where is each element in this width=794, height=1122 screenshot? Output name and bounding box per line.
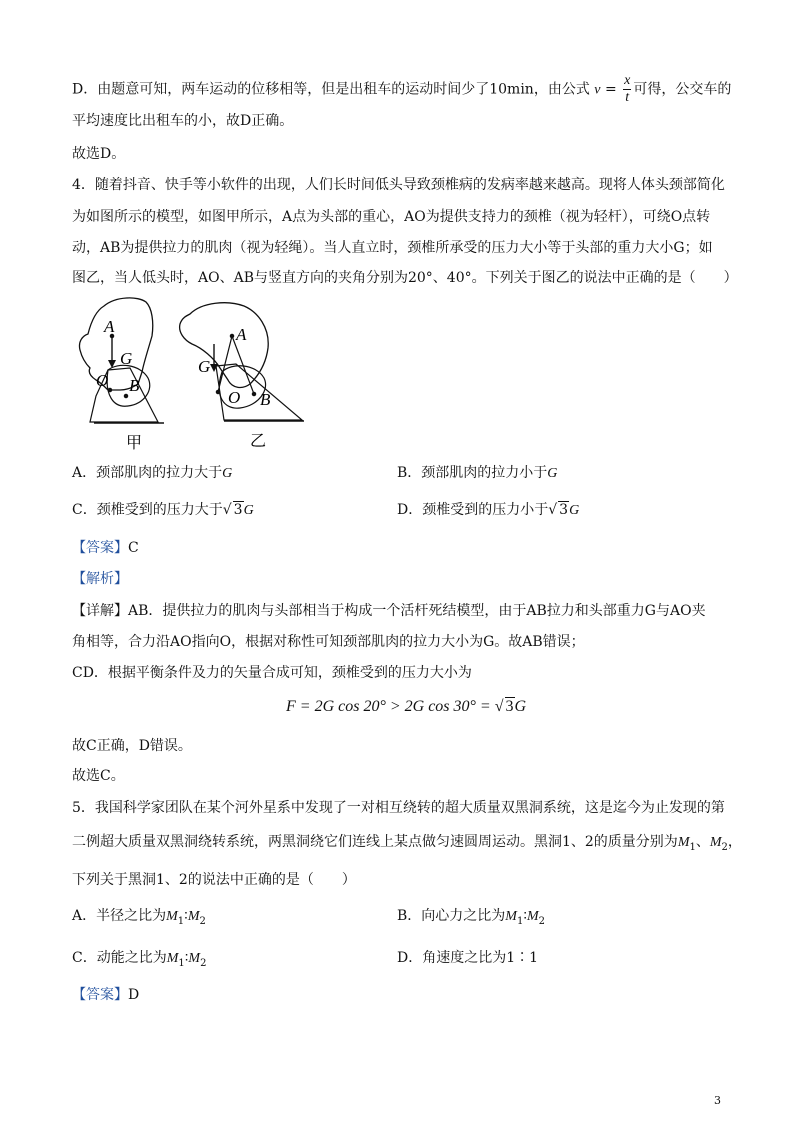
q4-formula-main: F = 2G cos 20° > 2G cos 30° = xyxy=(286,698,491,715)
q4-analysis-tag xyxy=(72,568,128,588)
q4-analysis-label: 【解析】 xyxy=(72,571,128,587)
q5-sep: 、 xyxy=(695,834,710,850)
q4-detail-line3: CD．根据平衡条件及力的矢量合成可知，颈椎受到的压力大小为 xyxy=(72,665,472,681)
q4-detail-tag: 【详解】 xyxy=(72,603,128,619)
q4-stem-line4: 图乙，当人低头时，AO、AB与竖直方向的夹角分别为20°、40°。下列关于图乙的说法中正确的是（ ） xyxy=(72,270,738,286)
q4-option-c-sqrt3: 3 xyxy=(233,502,243,518)
jia-label-a: A xyxy=(104,317,115,336)
q4-option-c-g: G xyxy=(243,503,254,518)
q5-stem-line2-post: ， xyxy=(727,834,742,850)
q5-option-b-m1: M xyxy=(505,909,517,924)
q3-v-symbol: v xyxy=(594,82,601,98)
q4-option-d: D．颈椎受到的压力小于√ 3G xyxy=(397,502,580,518)
q5-option-c-text: C．动能之比为 xyxy=(72,950,167,966)
yi-label-a: A xyxy=(236,325,247,344)
jia-label-o: O xyxy=(96,371,109,390)
q5-m2-sub: 2 xyxy=(721,841,728,853)
q4-conclusion: 故C正确，D错误。 xyxy=(72,738,192,754)
q4-stem-line1: 4．随着抖音、快手等小软件的出现，人们长时间低头导致颈椎病的发病率越来越高。现将人体头颈部简化 xyxy=(72,177,725,193)
q5-m1-sub: 1 xyxy=(689,841,696,853)
q4-option-c: C．颈椎受到的压力大于√ 3G xyxy=(72,502,254,518)
q3-d-time: 10min xyxy=(489,81,534,98)
page-number: 3 xyxy=(714,1094,721,1107)
q5-stem-line2 xyxy=(72,831,742,853)
q5-option-b-m2: M xyxy=(527,909,539,924)
q4-option-a xyxy=(72,462,232,482)
q5-option-b xyxy=(397,905,545,927)
q5-m2: M xyxy=(709,835,722,850)
figure-yi-caption: 乙 xyxy=(250,431,267,450)
q3-d-post: 可得，公交车的 xyxy=(633,81,732,98)
q3-option-d xyxy=(72,74,731,105)
q4-choose: 故选C。 xyxy=(72,768,125,784)
q4-option-d-g: G xyxy=(569,503,580,518)
q5-option-c xyxy=(72,947,206,969)
q5-option-c-m2-sub: 2 xyxy=(200,957,207,969)
q5-option-c-m1: M xyxy=(166,951,179,966)
q5-option-a xyxy=(72,905,206,927)
q4-answer-value: C xyxy=(128,540,139,556)
q5-option-c-m2: M xyxy=(188,951,201,966)
q4-option-d-sqrt3: 3 xyxy=(559,502,569,518)
q4-stem-line2: 为如图所示的模型，如图甲所示，A点为头部的重心，AO为提供支持力的颈椎（视为轻杆），可绕O点转 xyxy=(72,209,711,225)
q4-stem-line3: 动，AB为提供拉力的肌肉（视为轻绳）。当人直立时，颈椎所承受的压力大小等于头部的重力大小G；如 xyxy=(72,240,713,256)
q3-frac-den: t xyxy=(625,90,630,105)
q4-option-a-text: A．颈部肌肉的拉力大于 xyxy=(72,465,223,481)
yi-label-g: G xyxy=(198,357,211,376)
jia-label-g: G xyxy=(120,349,133,368)
q4-option-d-text: D．颈椎受到的压力小于 xyxy=(397,502,549,518)
q4-option-b-text: B．颈部肌肉的拉力小于 xyxy=(397,465,548,481)
q4-formula-tail: G xyxy=(514,698,527,715)
q4-answer-tag: 【答案】 xyxy=(72,540,128,556)
q4-option-a-g: G xyxy=(222,466,233,481)
q4-answer xyxy=(72,537,139,557)
yi-label-b: B xyxy=(260,390,271,409)
q5-option-b-m2-sub: 2 xyxy=(538,915,546,927)
q5-stem-line2-text: 二例超大质量双黑洞绕转系统，两黑洞绕它们连线上某点做匀速圆周运动。黑洞1、2的质量分别为 xyxy=(72,834,678,850)
q3-d-mid: ，由公式 xyxy=(533,81,590,98)
q3-frac-num: x xyxy=(624,73,631,88)
jia-label-b: B xyxy=(129,376,140,395)
q5-answer-tag: 【答案】 xyxy=(72,987,128,1003)
q5-option-b-text: B．向心力之比为 xyxy=(397,908,506,924)
q4-detail-line2: 角相等，合力沿AO指向O，根据对称性可知颈部肌肉的拉力大小为G。故AB错误； xyxy=(72,634,585,650)
q5-option-a-text: A．半径之比为 xyxy=(72,908,167,924)
q5-answer xyxy=(72,984,139,1004)
q5-option-b-colon: ∶ xyxy=(523,908,527,924)
q4-formula-sqrt3: 3 xyxy=(505,698,514,715)
q4-option-b-g: G xyxy=(547,466,558,481)
figure-jia-caption: 甲 xyxy=(126,433,143,452)
q5-m1: M xyxy=(677,835,690,850)
q4-detail-text1: AB．提供拉力的肌肉与头部相当于构成一个活杆死结模型，由于AB拉力和头部重力G与AO夹 xyxy=(128,603,706,619)
q5-option-c-m1-sub: 1 xyxy=(178,957,185,969)
q3-fraction xyxy=(623,74,631,105)
q5-stem-line1: 5．我国科学家团队在某个河外星系中发现了一对相互绕转的超大质量双黑洞系统，这是迄今为止发现的第 xyxy=(72,800,725,816)
q4-detail-line1 xyxy=(72,600,706,620)
q5-option-d: D．角速度之比为1∶1 xyxy=(397,950,539,966)
q5-option-a-m2: M xyxy=(187,909,200,924)
q5-option-a-colon: ∶ xyxy=(184,908,188,924)
q5-option-a-m2-sub: 2 xyxy=(199,915,206,927)
q5-stem-line3: 下列关于黑洞1、2的说法中正确的是（ ） xyxy=(72,872,356,888)
q5-answer-value: D xyxy=(128,987,140,1003)
q3-eq: = xyxy=(604,81,617,98)
q5-option-a-m1: M xyxy=(166,909,178,924)
q3-choose: 故选D。 xyxy=(72,146,126,162)
q4-option-b xyxy=(397,462,557,482)
q5-option-b-m1-sub: 1 xyxy=(516,915,524,927)
q4-option-c-text: C．颈椎受到的压力大于 xyxy=(72,502,223,518)
q3-d-line2: 平均速度比出租车的小，故D正确。 xyxy=(72,113,294,129)
q5-option-a-m1-sub: 1 xyxy=(177,915,185,927)
head-neck-figure xyxy=(68,292,318,452)
yi-label-o: O xyxy=(228,388,241,407)
q3-d-pre: D．由题意可知，两车运动的位移相等，但是出租车的运动时间少了 xyxy=(72,81,490,98)
q5-option-c-colon: ∶ xyxy=(184,950,189,966)
q4-formula: F = 2G cos 20° > 2G cos 30° = √ 3G xyxy=(286,698,527,715)
